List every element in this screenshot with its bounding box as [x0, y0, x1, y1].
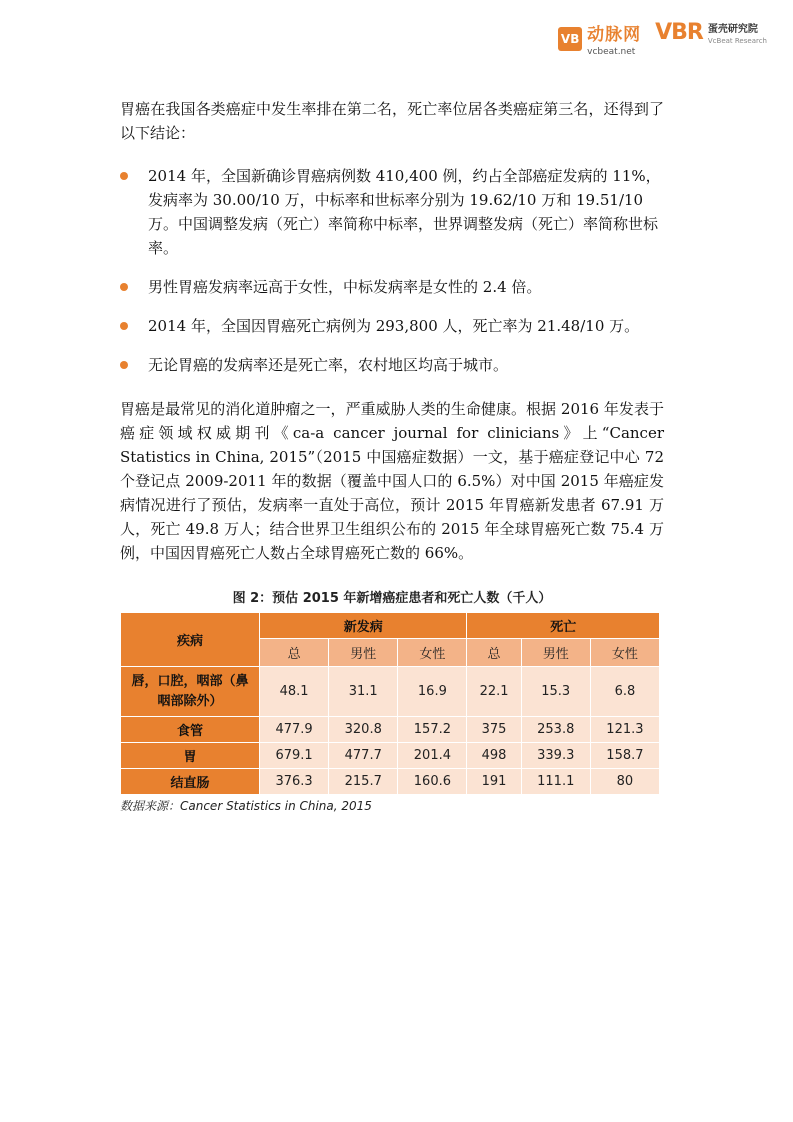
- table-cell: 339.3: [521, 743, 590, 769]
- bullet-dot-icon: [120, 172, 128, 180]
- body-paragraph: 胃癌是最常见的消化道肿瘤之一，严重威胁人类的生命健康。根据 2016 年发表于癌症领域权威期刊《ca-a cancer journal for clinicians》上“Cancer Statistics in China, 2015”（2015 中国癌症数据）一文，基于癌症登记中心 72 个登记点 2009-2011 年的数据（覆盖中国人口的 6.5%）对中国 2015 年癌症发病情况进行了预估，发病率一直处于高位，预计 2015 年胃癌新发患者 67.91 万人，死亡 49.8 万人；结合世界卫生组织公布的 2015 年全球胃癌死亡数 75.4 万例，中国因胃癌死亡人数占全球胃癌死亡数的 66%。: [120, 400, 664, 562]
- table-cell: 191: [467, 769, 521, 795]
- vb-logo-mark: VB: [558, 27, 582, 51]
- conclusion-list: [120, 164, 664, 377]
- cancer-data-table: [120, 612, 660, 795]
- sub-header: 总: [467, 639, 521, 667]
- table-cell: 16.9: [398, 667, 467, 717]
- row-header: 结直肠: [121, 769, 260, 795]
- col-group-new-cases: 新发病: [260, 613, 467, 639]
- table-cell: 320.8: [329, 717, 398, 743]
- table-cell: 121.3: [590, 717, 659, 743]
- list-item-text: 2014 年，全国因胃癌死亡病例为 293,800 人，死亡率为 21.48/10 万。: [148, 317, 640, 335]
- vbr-logo-mark: VBR: [655, 19, 703, 45]
- table-cell: 157.2: [398, 717, 467, 743]
- list-item: [120, 275, 664, 299]
- table-cell: 80: [590, 769, 659, 795]
- vb-logo-cn: 动脉网: [587, 25, 642, 45]
- list-item-text: 男性胃癌发病率远高于女性，中标发病率是女性的 2.4 倍。: [148, 278, 542, 296]
- table-cell: 15.3: [521, 667, 590, 717]
- figure-title: 图 2：预估 2015 年新增癌症患者和死亡人数（千人）: [232, 591, 552, 606]
- table-cell: 253.8: [521, 717, 590, 743]
- table-cell: 201.4: [398, 743, 467, 769]
- sub-header: 男性: [521, 639, 590, 667]
- vcbeat-research-logo[interactable]: [655, 20, 767, 45]
- table-row: [121, 667, 660, 717]
- list-item: [120, 164, 664, 260]
- intro-paragraph: 胃癌在我国各类癌症中发生率排在第二名，死亡率位居各类癌症第三名，还得到了以下结论：: [120, 100, 664, 142]
- data-source-note: 数据来源：Cancer Statistics in China, 2015: [120, 799, 372, 813]
- col-group-deaths: 死亡: [467, 613, 660, 639]
- sub-header: 女性: [590, 639, 659, 667]
- table-row: [121, 769, 660, 795]
- row-header: 食管: [121, 717, 260, 743]
- vcbeat-logo[interactable]: [558, 20, 641, 57]
- header-logos: [558, 20, 767, 57]
- sub-header: 女性: [398, 639, 467, 667]
- document-body: [120, 97, 664, 814]
- bullet-dot-icon: [120, 283, 128, 291]
- bullet-dot-icon: [120, 361, 128, 369]
- table-cell: 111.1: [521, 769, 590, 795]
- table-cell: 158.7: [590, 743, 659, 769]
- table-cell: 498: [467, 743, 521, 769]
- table-cell: 679.1: [260, 743, 329, 769]
- table-cell: 215.7: [329, 769, 398, 795]
- table-row: [121, 717, 660, 743]
- vb-logo-en: vcbeat.net: [587, 47, 636, 57]
- vbr-logo-en: VcBeat Research: [707, 37, 767, 45]
- sub-header: 总: [260, 639, 329, 667]
- sub-header: 男性: [329, 639, 398, 667]
- table-cell: 48.1: [260, 667, 329, 717]
- vbr-logo-cn: 蛋壳研究院: [707, 24, 758, 35]
- table-cell: 376.3: [260, 769, 329, 795]
- row-header: 胃: [121, 743, 260, 769]
- list-item-text: 无论胃癌的发病率还是死亡率，农村地区均高于城市。: [148, 356, 509, 374]
- list-item: [120, 314, 664, 338]
- table-cell: 375: [467, 717, 521, 743]
- row-header: 唇，口腔，咽部（鼻咽部除外）: [121, 667, 260, 717]
- table-cell: 22.1: [467, 667, 521, 717]
- table-cell: 6.8: [590, 667, 659, 717]
- table-cell: 477.7: [329, 743, 398, 769]
- table-cell: 477.9: [260, 717, 329, 743]
- col-header-disease: 疾病: [121, 613, 260, 667]
- table-cell: 31.1: [329, 667, 398, 717]
- list-item-text: 2014 年，全国新确诊胃癌病例数 410,400 例，约占全部癌症发病的 11%，发病率为 30.00/10 万，中标率和世标率分别为 19.62/10 万和 19.51/10 万。中国调整发病（死亡）率简称中标率，世界调整发病（死亡）率简称世标率。: [148, 167, 661, 257]
- table-row: [121, 743, 660, 769]
- list-item: [120, 353, 664, 377]
- table-cell: 160.6: [398, 769, 467, 795]
- bullet-dot-icon: [120, 322, 128, 330]
